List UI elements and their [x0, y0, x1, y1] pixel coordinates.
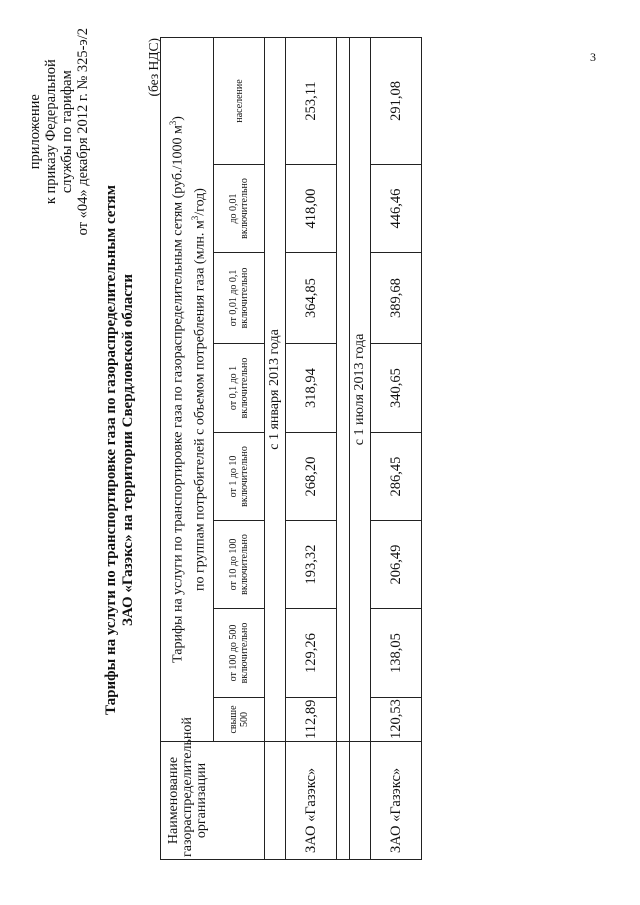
tariff-value: 318,94: [286, 344, 337, 433]
group-header: свыше 500: [214, 698, 265, 742]
period-label: с 1 января 2013 года: [265, 37, 286, 741]
tariff-value: 129,26: [286, 609, 337, 698]
tariff-value: 418,00: [286, 165, 337, 253]
table-row: [371, 37, 422, 859]
group-header: до 0,01 включительно: [214, 165, 265, 253]
group-header: от 10 до 100 включительно: [214, 521, 265, 609]
title-line: Тарифы на услуги по транспортировке газа по газораспределительным сетям: [103, 185, 119, 715]
tariff-value: 206,49: [371, 521, 422, 609]
tariff-value: 253,11: [286, 37, 337, 164]
appendix-line: приложение: [27, 94, 43, 170]
appendix-line: к приказу Федеральной: [43, 59, 59, 205]
appendix-block: [27, 28, 91, 235]
appendix-line: от «04» декабря 2012 г. № 325-э/2: [75, 28, 91, 236]
tariff-value: 340,65: [371, 344, 422, 433]
tariff-value: 364,85: [286, 253, 337, 344]
table-row: [286, 37, 337, 859]
period-blank-cell: [350, 742, 371, 860]
header-tariffs: Тарифы на услуги по транспортировке газа по газораспределительным сетям (руб./1000 $м^3$) по группам потребителей с объемом потребления газа (млн. $м^3/год$): [161, 37, 214, 741]
tariff-value: 446,46: [371, 165, 422, 253]
group-header: от 1 до 10 включительно: [214, 433, 265, 521]
tariff-value: 120,53: [371, 698, 422, 742]
tariff-value: 268,20: [286, 433, 337, 521]
organization-name: ЗАО «Газэкс»: [286, 742, 337, 860]
group-header: от 0,1 до 1 включительно: [214, 344, 265, 433]
tariff-value: 389,68: [371, 253, 422, 344]
document-title: [103, 20, 137, 880]
group-header: население: [214, 37, 265, 164]
group-header: от 100 до 500 включительно: [214, 609, 265, 698]
title-line: ЗАО «Газэкс» на территории Свердловской области: [120, 274, 136, 626]
tariff-value: 291,08: [371, 37, 422, 164]
tariff-table: [160, 37, 422, 860]
appendix-line: службы по тарифам: [59, 70, 75, 194]
period-blank-cell: [265, 742, 286, 860]
tariff-value: 286,45: [371, 433, 422, 521]
document-sheet: [15, 20, 605, 880]
vat-note: (без НДС): [146, 38, 161, 97]
header-organization: Наименование газораспределительной организации: [161, 742, 265, 860]
tariff-value: 138,05: [371, 609, 422, 698]
tariff-value: 193,32: [286, 521, 337, 609]
organization-name: ЗАО «Газэкс»: [371, 742, 422, 860]
group-header: от 0,01 до 0,1 включительно: [214, 253, 265, 344]
spacer-row: [337, 37, 350, 859]
page-number: 3: [590, 50, 596, 64]
period-label: с 1 июля 2013 года: [350, 37, 371, 741]
tariff-value: 112,89: [286, 698, 337, 742]
